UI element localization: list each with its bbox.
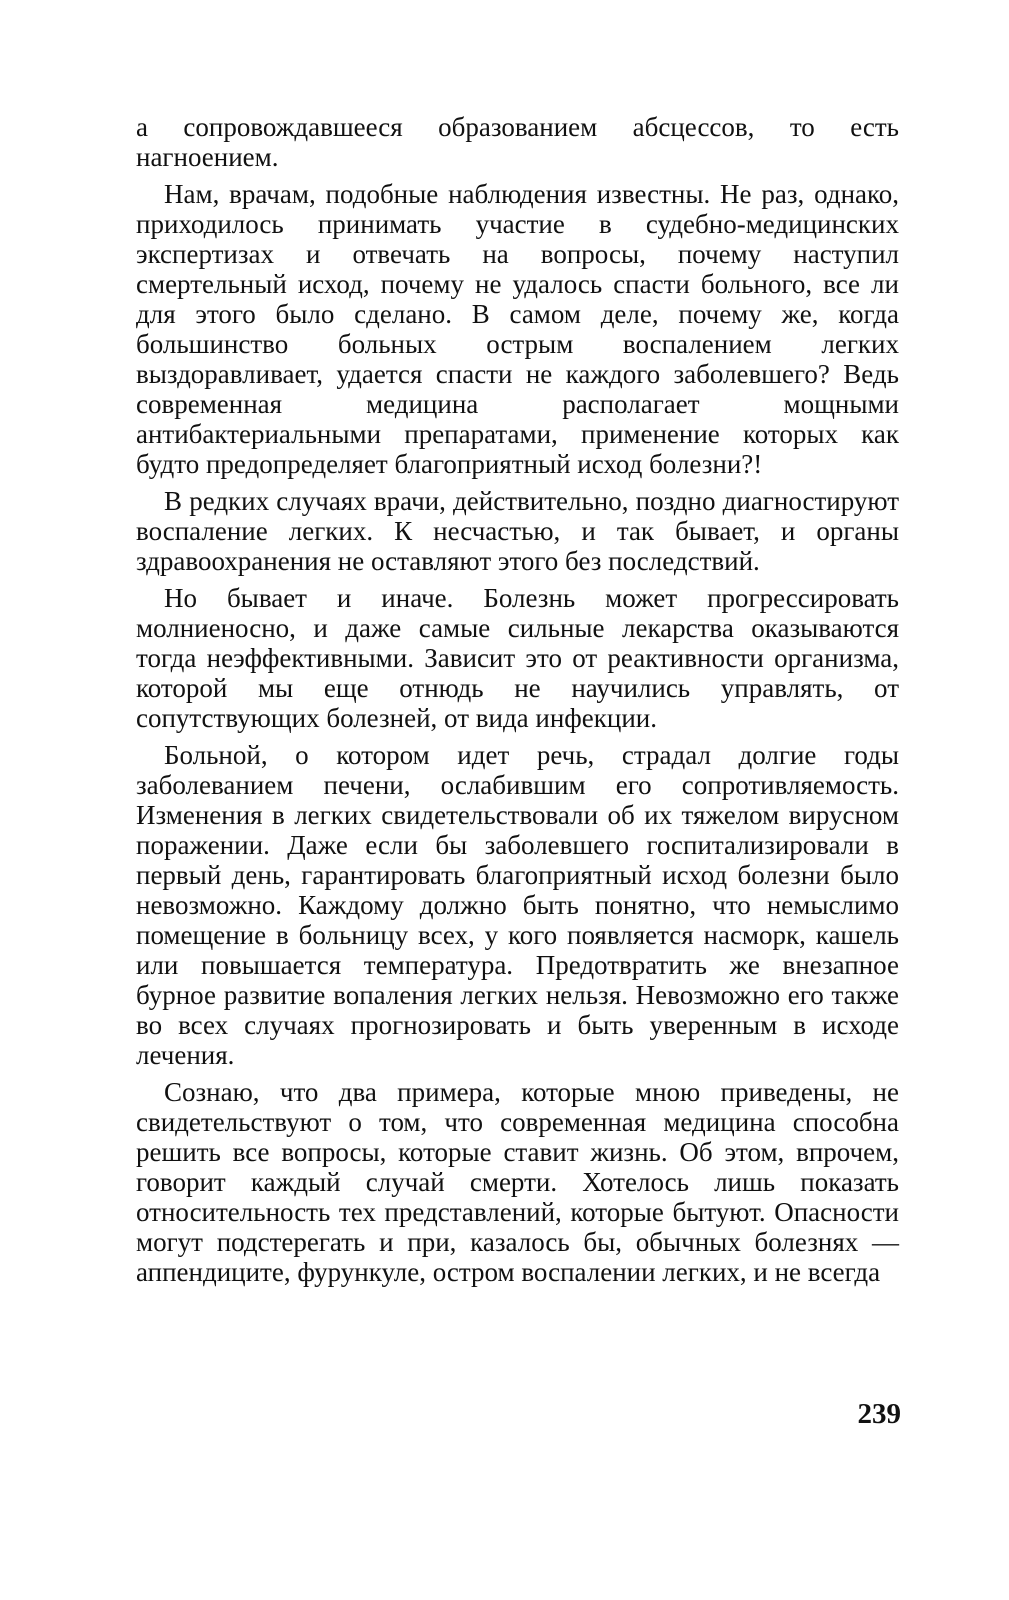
paragraph: Сознаю, что два примера, которые мною приведены, не свидетельствуют о том, что современная медицина способна решить все вопросы, которые ставит жизнь. Об этом, впрочем, говорит каждый случай смерти. Хотелось лишь показать относительность тех представлений, которые бытуют. Опасности могут подстерегать и при, казалось бы, обычных болезнях — аппендиците, фурункуле, остром воспалении легких, и не всегда [136,1077,899,1287]
paragraph: Больной, о котором идет речь, страдал долгие годы заболеванием печени, ослабившим его сопротивляемость. Изменения в легких свидетельствовали об их тяжелом вирусном поражении. Даже если бы заболевшего госпитализировали в первый день, гарантировать благоприятный исход болезни было невозможно. Каждому должно быть понятно, что немыслимо помещение в больницу всех, у кого появляется насморк, кашель или повышается температура. Предотвратить же внезапное бурное развитие вопаления легких нельзя. Невозможно его также во всех случаях прогнозировать и быть уверенным в исходе лечения. [136,740,899,1070]
page-number: 239 [857,1398,901,1430]
paragraph: Нам, врачам, подобные наблюдения известны. Не раз, однако, приходилось принимать участие в судебно-медицинских экспертизах и отвечать на вопросы, почему наступил смертельный исход, почему не удалось спасти больного, все ли для этого было сделано. В самом деле, почему же, когда большинство больных острым воспалением легких выздоравливает, удается спасти не каждого заболевшего? Ведь современная медицина располагает мощными антибактериальными препаратами, применение которых как будто предопределяет благоприятный исход болезни?! [136,179,899,479]
page-body [136,112,899,1294]
paragraph: Но бывает и иначе. Болезнь может прогрессировать молниеносно, и даже самые сильные лекарства оказываются тогда неэффективными. Зависит это от реактивности организма, которой мы еще отнюдь не научились управлять, от сопутствующих болезней, от вида инфекции. [136,583,899,733]
paragraph: В редких случаях врачи, действительно, поздно диагностируют воспаление легких. К несчастью, и так бывает, и органы здравоохранения не оставляют этого без последствий. [136,486,899,576]
paragraph-continued: а сопровождавшееся образованием абсцессов, то есть нагноением. [136,112,899,172]
